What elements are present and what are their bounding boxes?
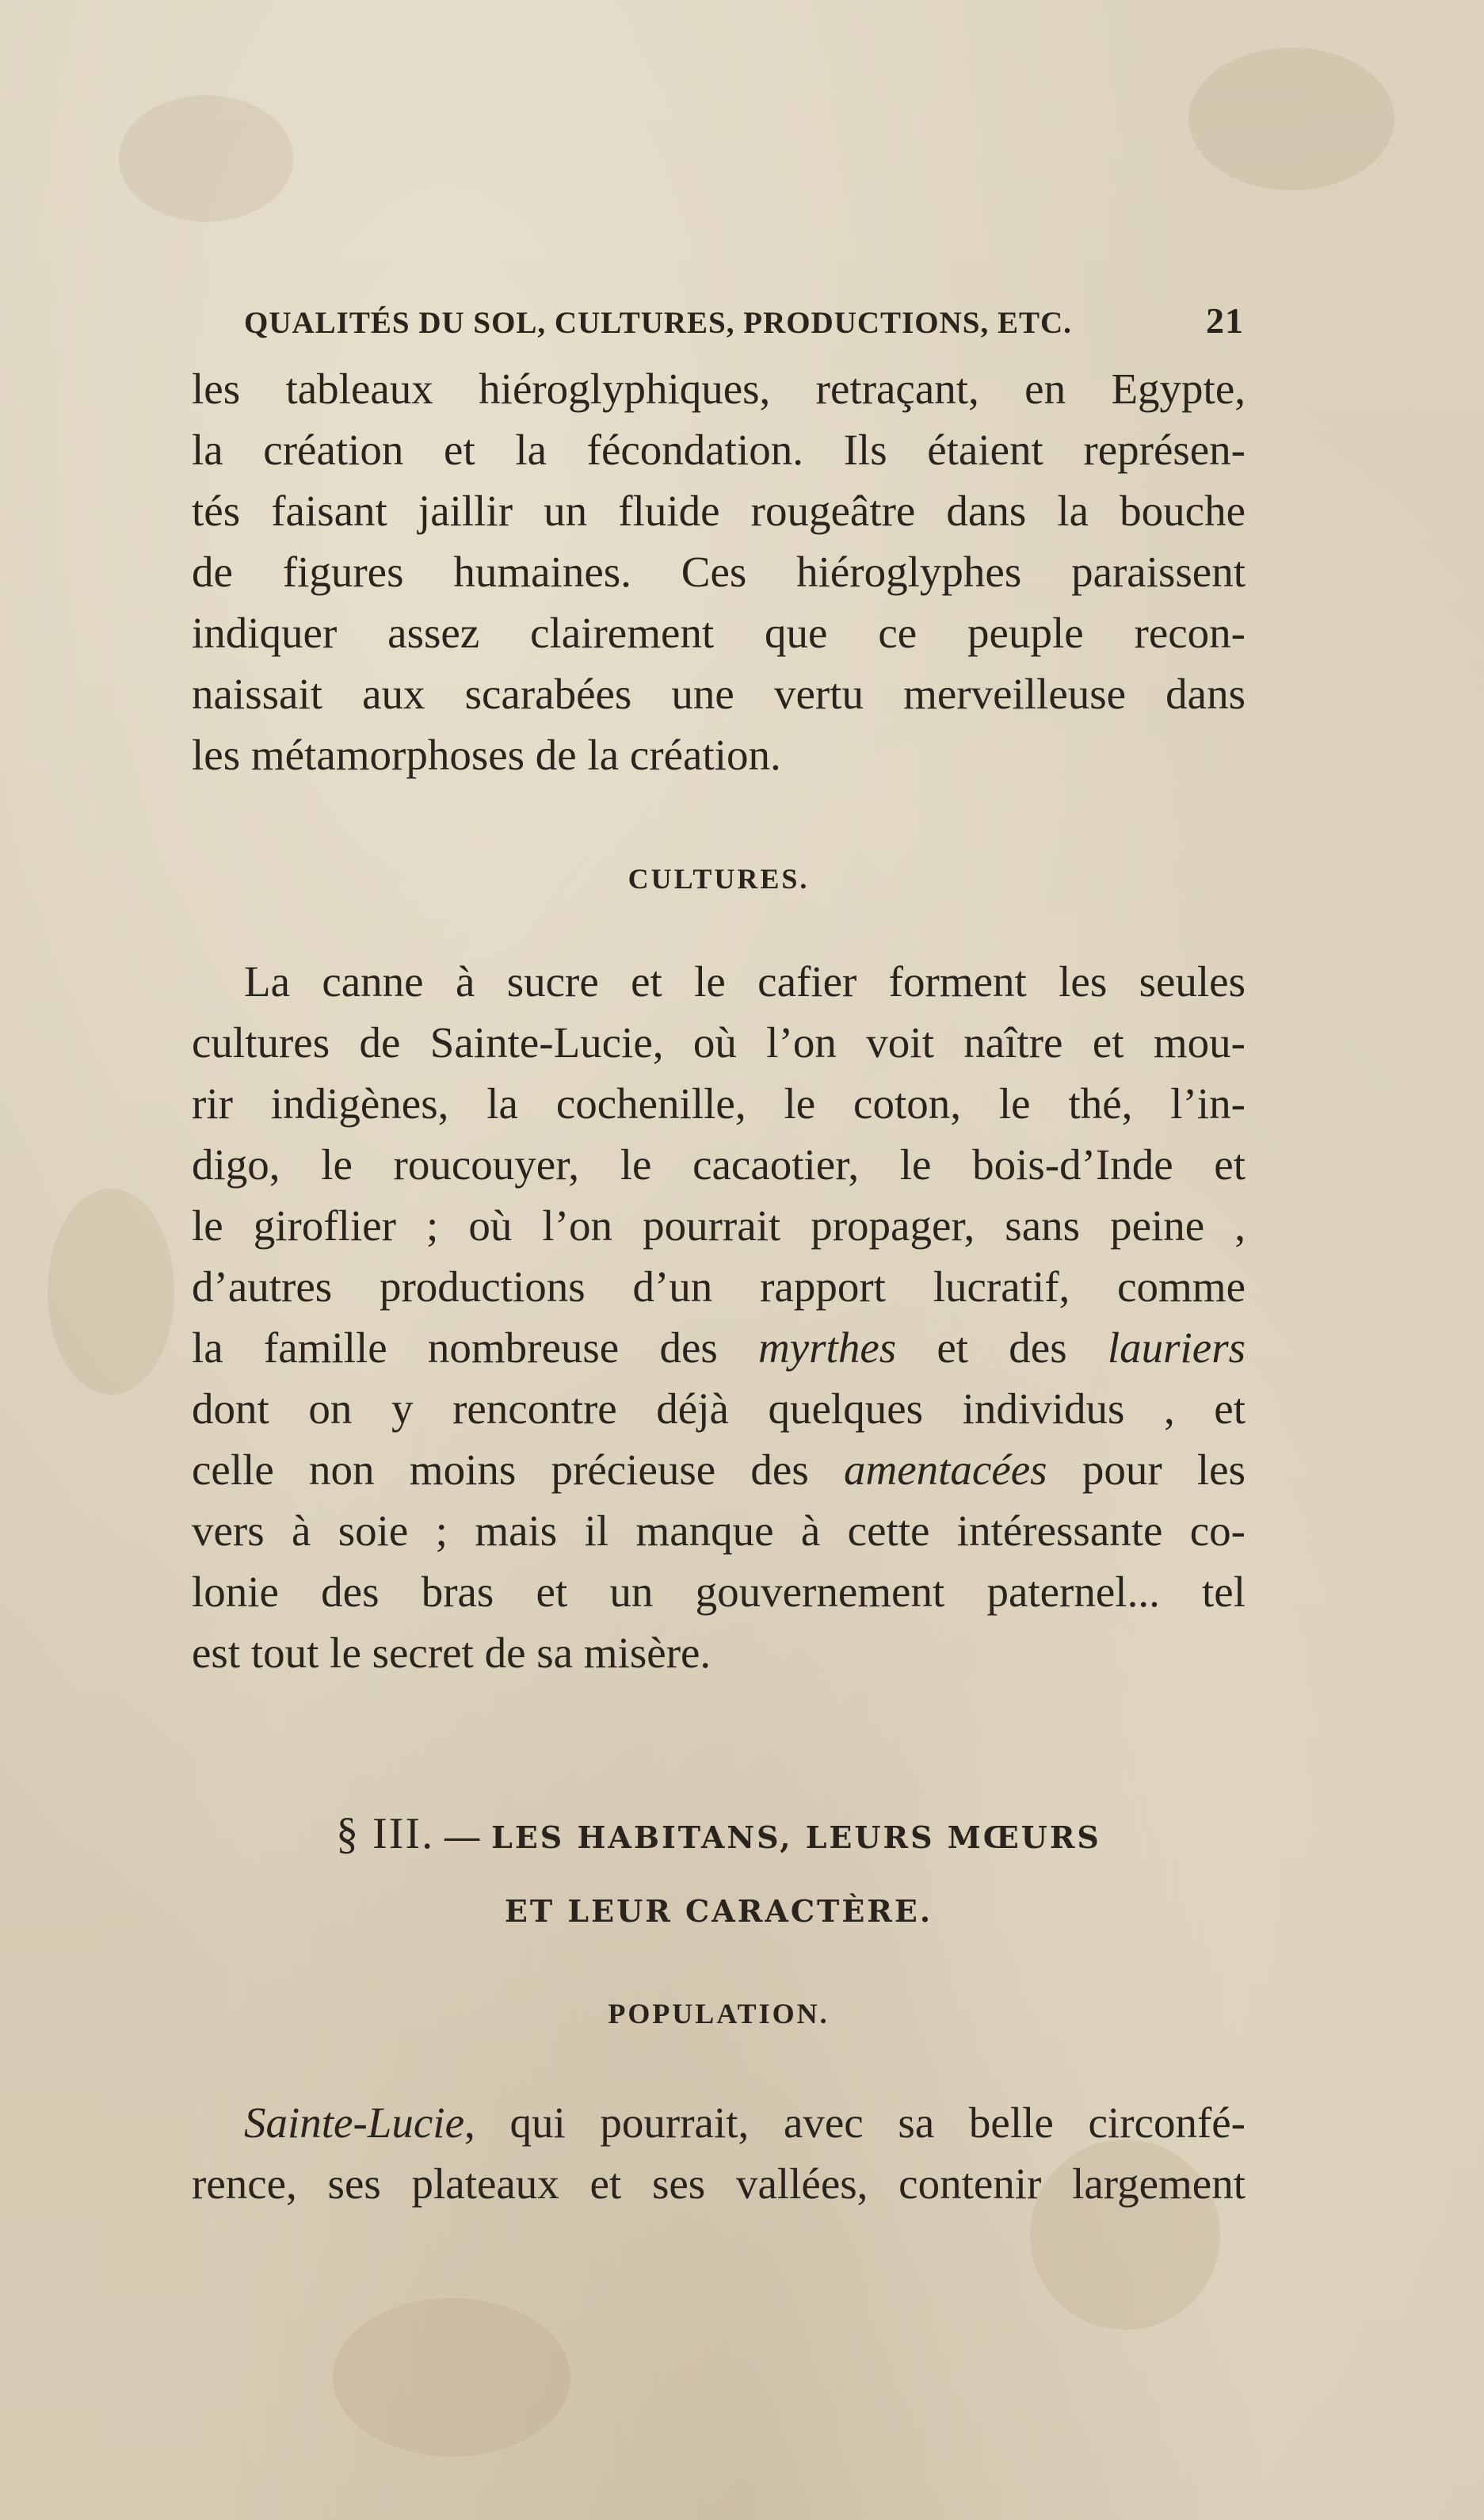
text-line: de figures humaines. Ces hiéroglyphes paraissent [192,548,1246,596]
text-line: vers à soie ; mais il manque à cette intéressante co- [192,1506,1246,1555]
text-line: d’autres productions d’un rapport lucratif, comme [192,1262,1246,1311]
text-line [192,1439,1246,1500]
text-line [192,1317,1246,1378]
paragraph-scarabs [192,358,1246,785]
section-heading-line-1 [192,1797,1246,1874]
section-title-line-2: ET LEUR CARACTÈRE. [504,1893,933,1929]
text-span: celle non moins précieuse des [192,1445,844,1494]
text-line: lonie des bras et un gouvernement paternel... tel [192,1567,1246,1616]
text-line: indiquer assez clairement que ce peuple recon- [192,609,1246,657]
section-dash: — [444,1817,482,1856]
text-line: dont on y rencontre déjà quelques individus , et [192,1384,1246,1433]
italic-place-name: Sainte-Lucie [244,2098,464,2147]
text-line: tés faisant jaillir un fluide rougeâtre dans la bouche [192,487,1246,535]
text-line: naissait aux scarabées une vertu merveilleuse dans [192,670,1246,718]
text-span: et des [896,1323,1108,1372]
running-header-title: QUALITÉS DU SOL, CULTURES, PRODUCTIONS, ETC. [244,306,1072,340]
paragraph-cultures [192,951,1246,1683]
foxing-stain [333,2298,570,2457]
section-heading-line-2 [192,1874,1246,1948]
text-line: rir indigènes, la cochenille, le coton, le thé, l’in- [192,1079,1246,1128]
text-line: le giroflier ; où l’on pourrait propager, sans peine , [192,1201,1246,1250]
text-span: la famille nombreuse des [192,1323,758,1372]
subheading-cultures: CULTURES. [628,863,810,895]
italic-term: myrthes [758,1323,897,1372]
running-header [244,300,1244,342]
text-line: cultures de Sainte-Lucie, où l’on voit naître et mou- [192,1018,1246,1067]
section-heading [192,1797,1246,1948]
text-line: la création et la fécondation. Ils étaient représen- [192,426,1246,474]
paragraph-population [192,2092,1246,2214]
text-line: rence, ses plateaux et ses vallées, contenir largement [192,2159,1246,2208]
text-line: digo, le roucouyer, le cacaotier, le bois-d’Inde et [192,1140,1246,1189]
subheading-population: POPULATION. [608,1998,830,2029]
italic-term: amentacées [844,1445,1047,1494]
italic-term: lauriers [1107,1323,1246,1372]
text-line [192,2092,1246,2153]
section-number: § III. [336,1809,435,1858]
foxing-stain [48,1189,174,1395]
text-line: les tableaux hiéroglyphiques, retraçant, en Egypte, [192,365,1246,413]
foxing-stain [119,95,293,222]
text-line: est tout le secret de sa misère. [192,1628,711,1677]
section-title-line-1: LES HABITANS, LEURS MŒURS [491,1819,1101,1855]
text-line: La canne à sucre et le cafier forment les seules [244,957,1246,1006]
text-line: les métamorphoses de la création. [192,731,781,779]
text-span: pour les [1047,1445,1246,1494]
text-span: , qui pourrait, avec sa belle circonfé- [464,2098,1246,2147]
page-number: 21 [1206,300,1244,341]
foxing-stain [1188,48,1394,190]
